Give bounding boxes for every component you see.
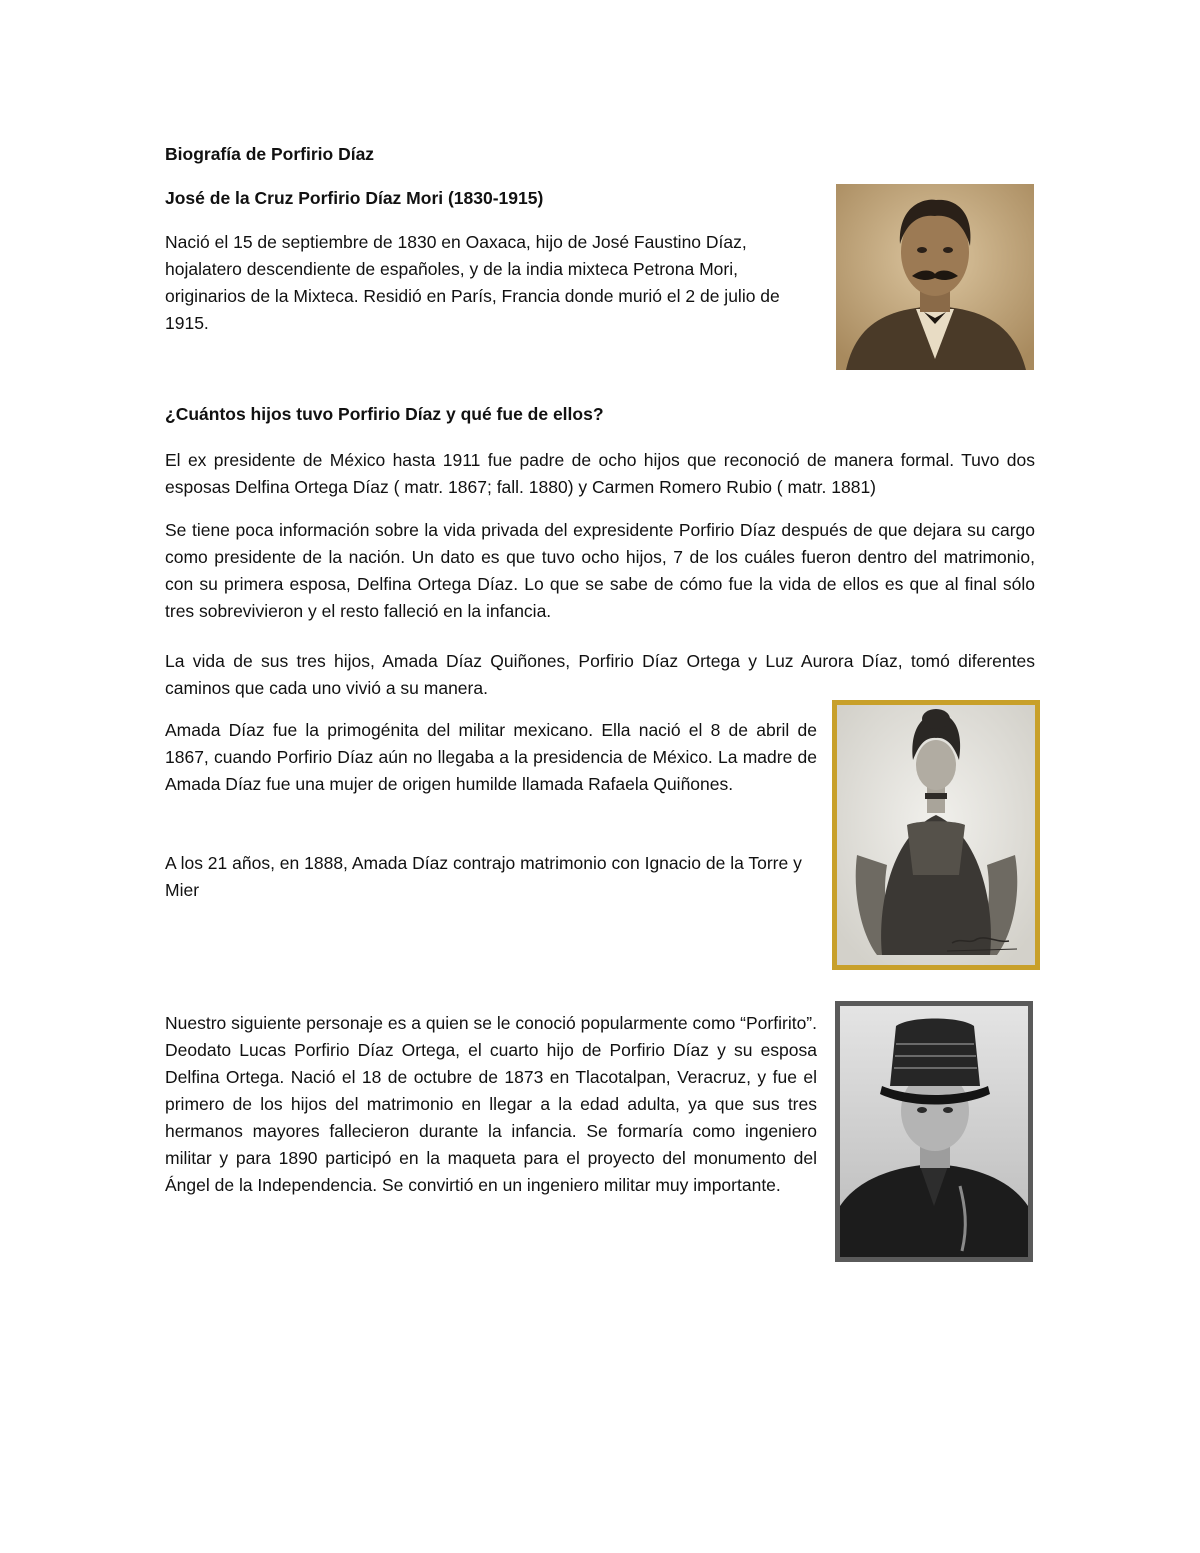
paragraph-private-life: Se tiene poca información sobre la vida privada del expresidente Porfirio Díaz después de que dejara su cargo como presidente de la nación. Un dato es que tuvo ocho hijos, 7 de los cuáles fueron dentro del matrimonio, con su primera esposa, Delfina Ortega Díaz. Lo que se sabe de cómo fue la vida de ellos es que al final sólo tres sobrevivieron y el resto falleció en la infancia. xyxy=(165,520,1035,621)
porfirito-portrait-image xyxy=(840,1006,1028,1257)
document-title: Biografía de Porfirio Díaz xyxy=(165,144,375,164)
paragraph-porfirito: Nuestro siguiente personaje es a quien se le conoció popularmente como “Porfirito”. Deodato Lucas Porfirio Díaz Ortega, el cuarto hijo de Porfirio Díaz y su esposa Delfina Ortega. Nació el 18 de octubre de 1873 en Tlacotalpan, Veracruz, y fue el primero de los hijos del matrimonio en llegar a la edad adulta, ya que sus tres hermanos mayores fallecieron durante la infancia. Se formaría como ingeniero militar y para 1890 participó en la maqueta para el proyecto del monumento del Ángel de la Independencia. Se convirtió en un ingeniero militar muy importante. xyxy=(165,1013,817,1195)
amada-diaz-portrait xyxy=(832,700,1040,970)
porfirio-diaz-portrait xyxy=(836,184,1034,370)
heading-children: ¿Cuántos hijos tuvo Porfirio Díaz y qué fue de ellos? xyxy=(165,404,604,424)
paragraph-amada-marriage: A los 21 años, en 1888, Amada Díaz contrajo matrimonio con Ignacio de la Torre y Mier xyxy=(165,853,802,900)
porfirito-portrait xyxy=(835,1001,1033,1262)
document-subtitle: José de la Cruz Porfirio Díaz Mori (1830-1915) xyxy=(165,188,544,208)
paragraph-amada: Amada Díaz fue la primogénita del militar mexicano. Ella nació el 8 de abril de 1867, cuando Porfirio Díaz aún no llegaba a la presidencia de México. La madre de Amada Díaz fue una mujer de origen humilde llamada Rafaela Quiñones. xyxy=(165,720,817,794)
paragraph-wives: El ex presidente de México hasta 1911 fue padre de ocho hijos que reconoció de manera formal. Tuvo dos esposas Delfina Ortega Díaz ( matr. 1867; fall. 1880) y Carmen Romero Rubio ( matr. 1881) xyxy=(165,450,1035,497)
paragraph-birth: Nació el 15 de septiembre de 1830 en Oaxaca, hijo de José Faustino Díaz, hojalatero descendiente de españoles, y de la india mixteca Petrona Mori, originarios de la Mixteca. Residió en París, Francia donde murió el 2 de julio de 1915. xyxy=(165,232,780,333)
paragraph-three-children: La vida de sus tres hijos, Amada Díaz Quiñones, Porfirio Díaz Ortega y Luz Aurora Díaz, tomó diferentes caminos que cada uno vivió a su manera. xyxy=(165,651,1035,698)
porfirio-portrait-image xyxy=(836,184,1034,370)
amada-portrait-image xyxy=(837,705,1035,965)
